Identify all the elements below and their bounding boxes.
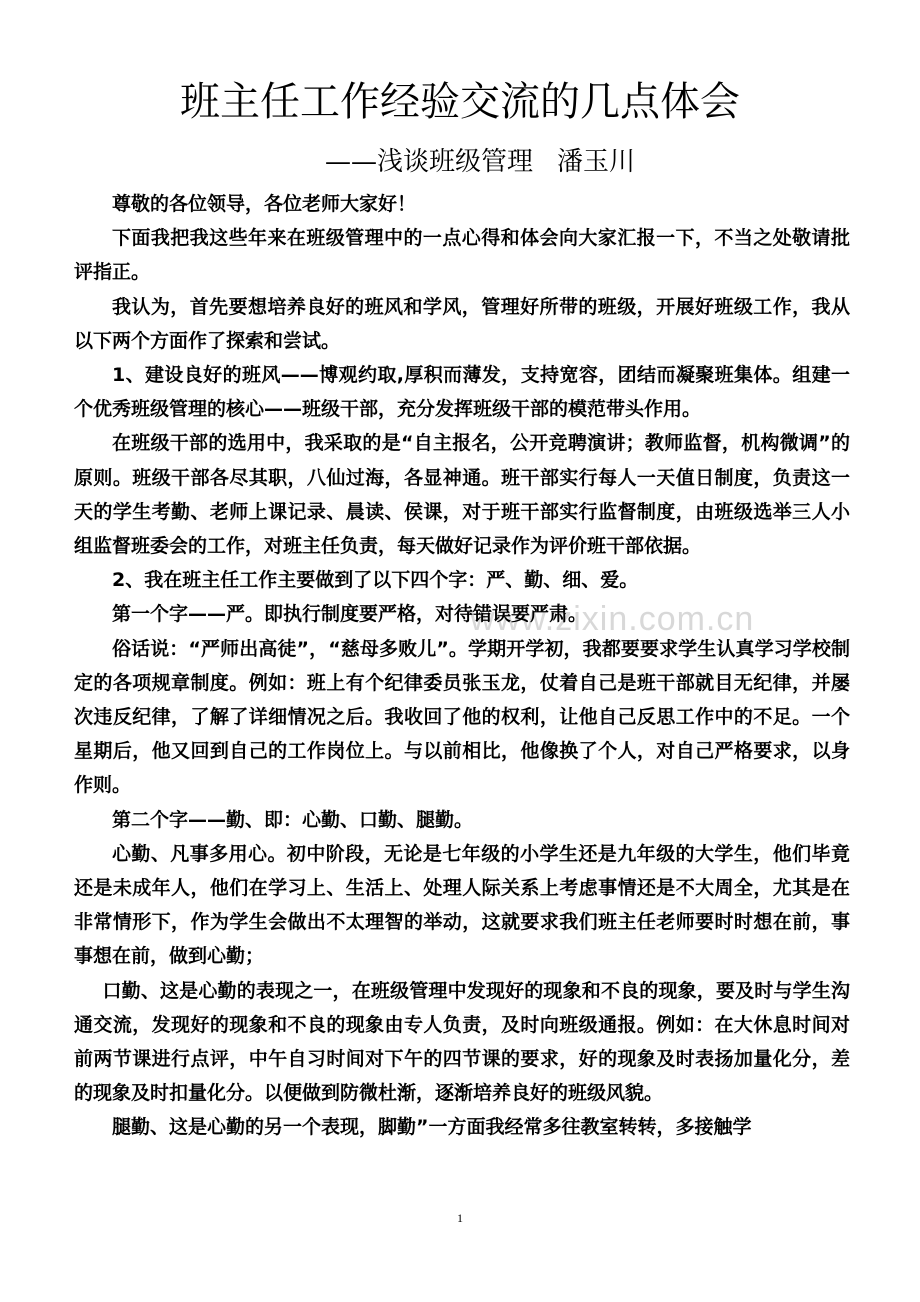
paragraph: 俗话说：“严师出高徒”，“慈母多败儿”。学期开学初，我都要要求学生认真学习学校制定的各项规章制度。例如：班上有个纪律委员张玉龙，仗着自己是班干部就目无纪律，并屡次违反纪律，了解了详细情况之后。我收回了他的权利，让他自己反思工作中的不足。一个星期后，他又回到自己的工作岗位上。与以前相比，他像换了个人，对自己严格要求，以身作则。 xyxy=(74,637,850,797)
document-subtitle xyxy=(0,142,920,182)
paragraph: 在班级干部的选用中，我采取的是“自主报名，公开竞聘演讲；教师监督，机构微调”的原则。班级干部各尽其职，八仙过海，各显神通。班干部实行每人一天值日制度，负责这一天的学生考勤、老师上课记录、晨读、侯课，对于班干部实行监督制度，由班级选举三人小组监督班委会的工作，对班主任负责，每天做好记录作为评价班干部依据。 xyxy=(74,432,850,558)
paragraph: 下面我把我这些年来在班级管理中的一点心得和体会向大家汇报一下，不当之处敬请批评指正。 xyxy=(74,227,850,284)
paragraph: 口勤、这是心勤的表现之一，在班级管理中发现好的现象和不良的现象，要及时与学生沟通交流，发现好的现象和不良的现象由专人负责，及时向班级通报。例如：在大休息时间对前两节课进行点评，中午自习时间对下午的四节课的要求，好的现象及时表扬加量化分，差的现象及时扣量化分。以便做到防微杜渐，逐渐培养良好的班级风貌。 xyxy=(74,979,850,1105)
paragraph: 第二个字——勤、即：心勤、口勤、腿勤。 xyxy=(112,808,474,831)
subtitle-text: ——浅谈班级管理 xyxy=(324,147,533,177)
paragraph: 2、我在班主任工作主要做到了以下四个字：严、勤、细、爱。 xyxy=(112,569,639,592)
author-name: 潘玉川 xyxy=(557,147,636,177)
paragraph: 1、建设良好的班风——博观约取,厚积而薄发，支持宽容，团结而凝聚班集体。组建一个优秀班级管理的核心——班级干部，充分发挥班级干部的模范带头作用。 xyxy=(74,364,850,421)
paragraph: 腿勤、这是心勤的另一个表现，脚勤”一方面我经常多往教室转转，多接触学 xyxy=(112,1116,752,1139)
paragraph: 我认为，首先要想培养良好的班风和学风，管理好所带的班级，开展好班级工作，我从以下两个方面作了探索和尝试。 xyxy=(74,295,850,352)
paragraph: 第一个字——严。即执行制度要严格，对待错误要严肃。 xyxy=(112,603,588,626)
page-number: 1 xyxy=(457,1211,463,1225)
paragraph-greeting: 尊敬的各位领导，各位老师大家好！ xyxy=(112,193,417,215)
watermark-text: www.zixin.com.cn xyxy=(470,600,755,638)
document-body xyxy=(74,187,850,1145)
document-title: 班主任工作经验交流的几点体会 xyxy=(180,79,740,125)
paragraph: 心勤、凡事多用心。初中阶段，无论是七年级的小学生还是九年级的大学生，他们毕竟还是未成年人，他们在学习上、生活上、处理人际关系上考虑事情还是不大周全，尤其是在非常情形下，作为学生会做出不太理智的举动，这就要求我们班主任老师要时时想在前，事事想在前，做到心勤； xyxy=(74,842,850,968)
